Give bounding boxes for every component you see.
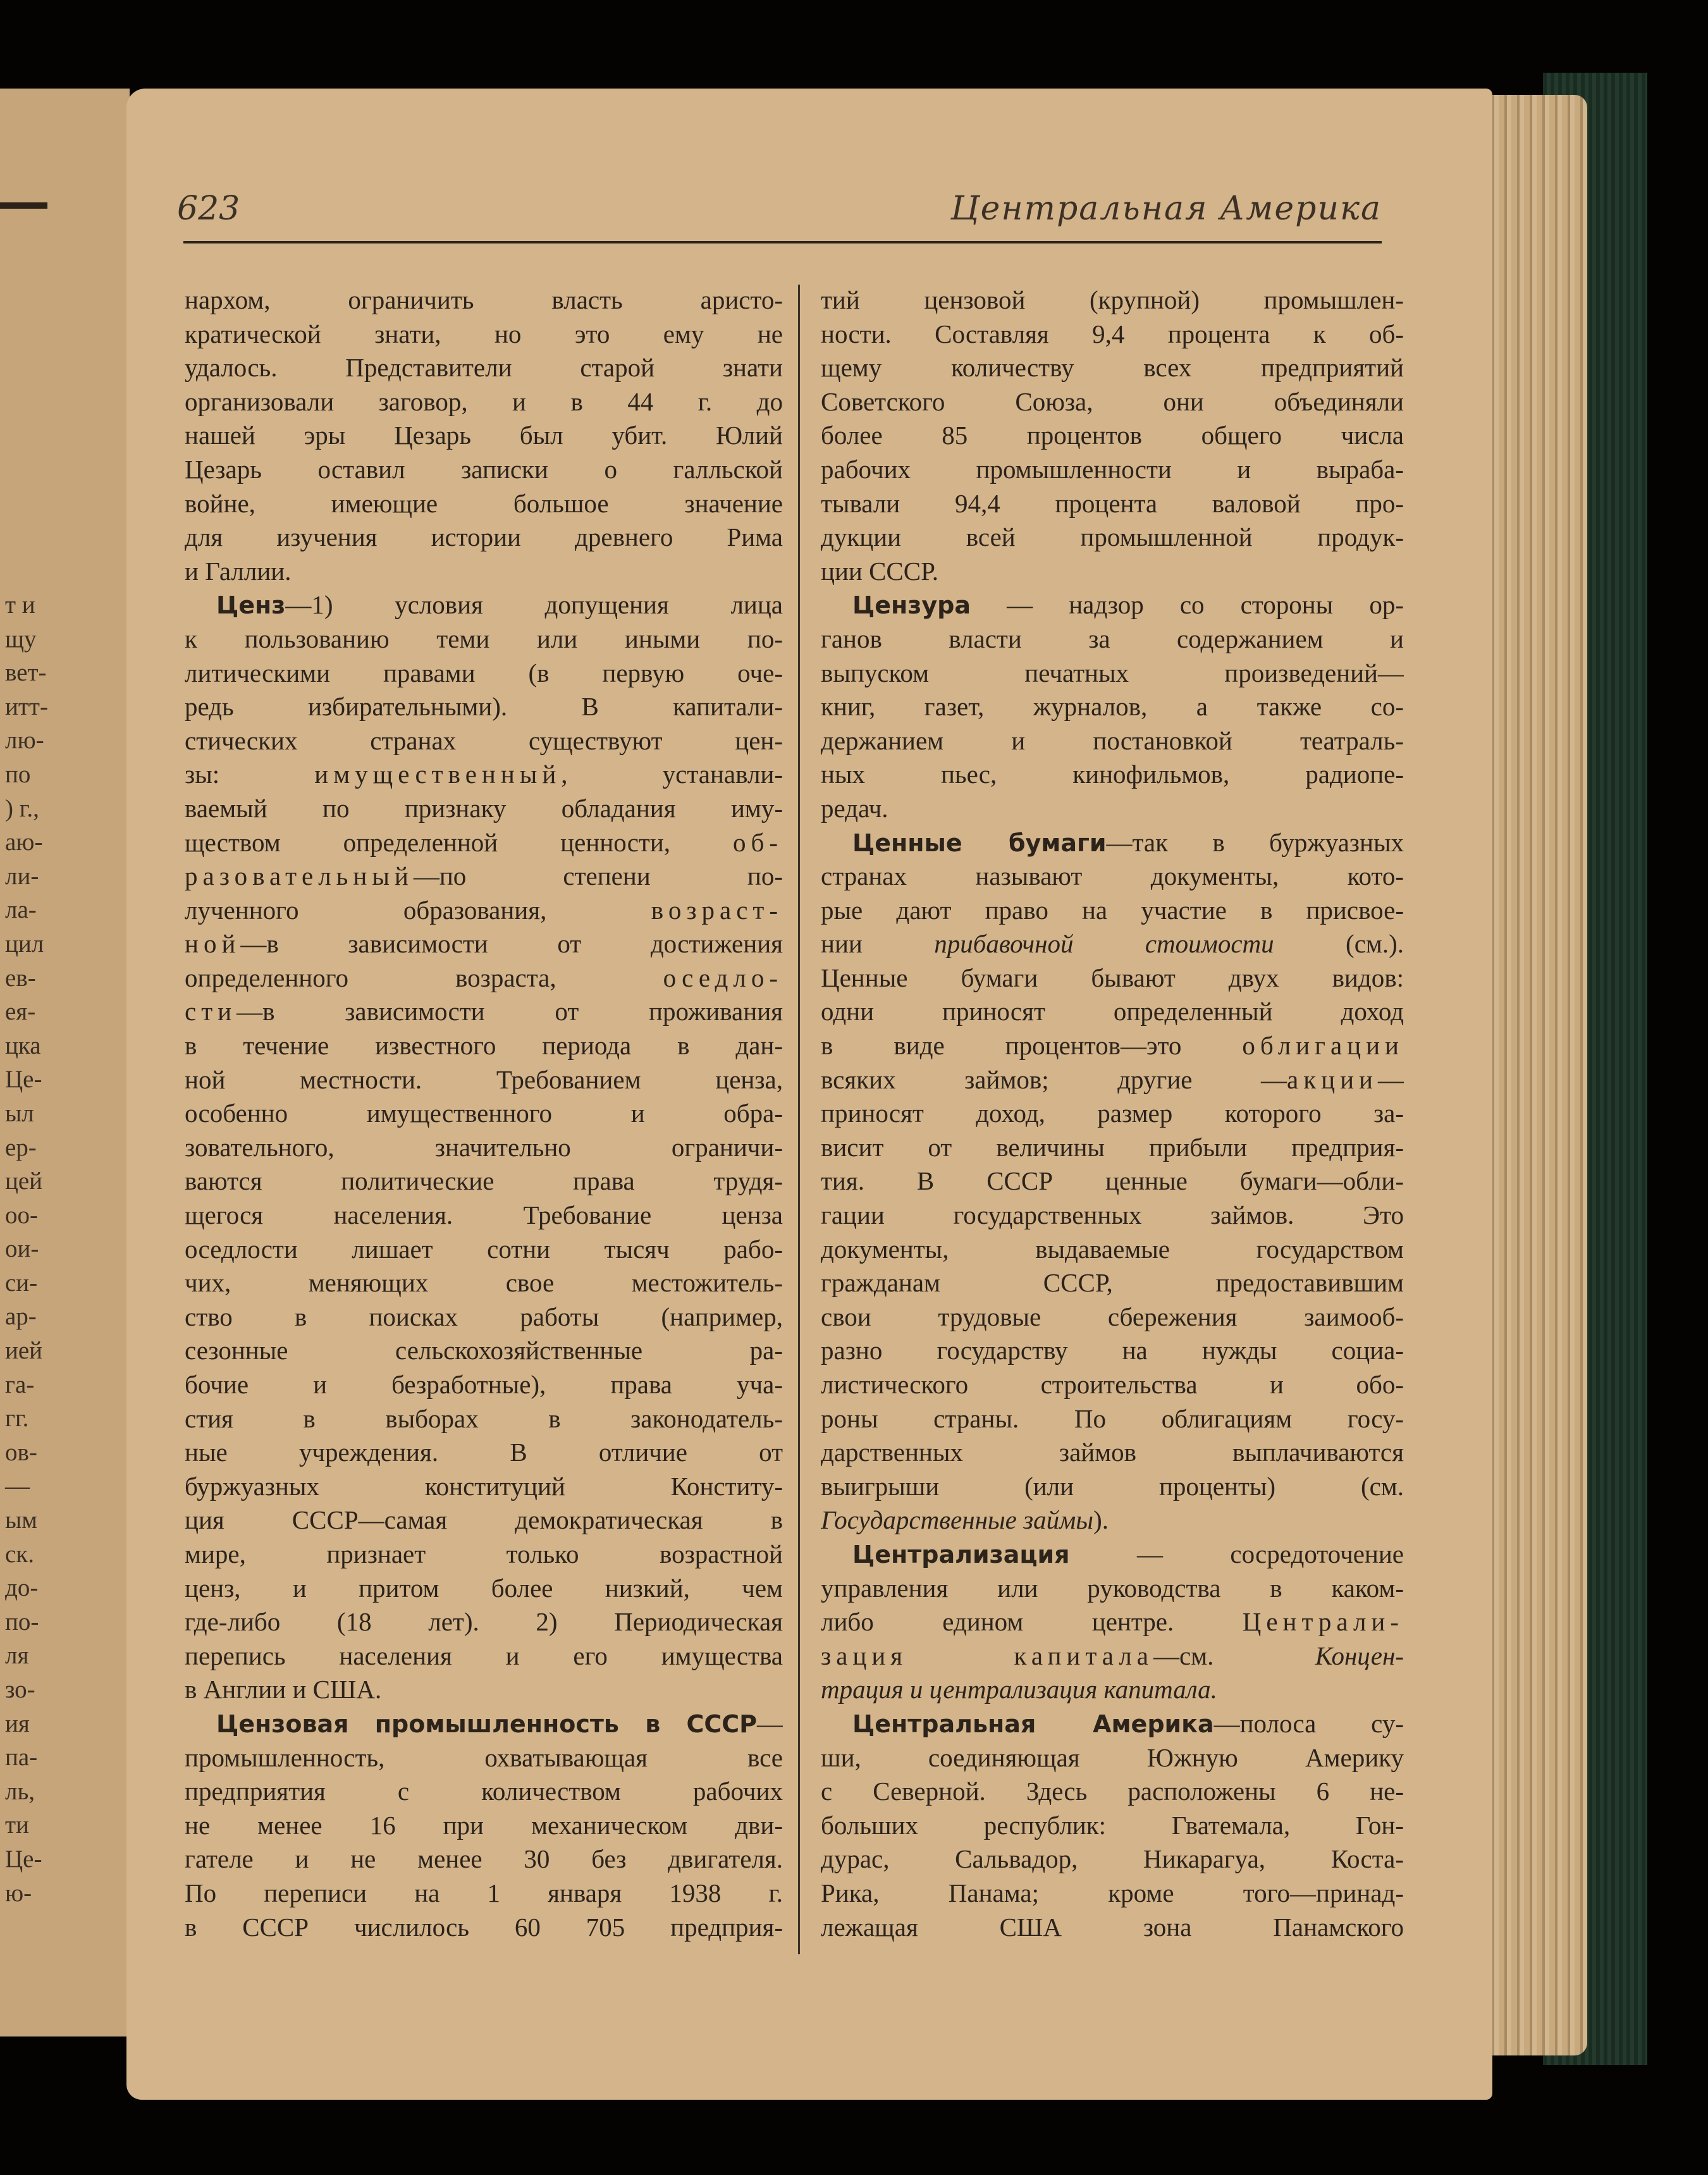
- fragment-line: цка: [5, 1032, 41, 1059]
- text-line: особенно имущественного и обра-: [185, 1099, 783, 1128]
- text-line: [821, 1029, 1404, 1063]
- entry-term: Центральная Америка: [852, 1710, 1214, 1738]
- text-line: дурас, Сальвадор, Никарагуа, Коста-: [821, 1844, 1404, 1874]
- fragment-line: итт-: [5, 693, 48, 720]
- spaced-term: разовательный: [185, 861, 414, 891]
- text-line: [185, 927, 783, 961]
- fragment-line: ла-: [5, 896, 37, 924]
- text-line: ство в поисках работы (например,: [185, 1302, 783, 1331]
- cross-reference-line: трация и централизация капитала.: [821, 1675, 1217, 1704]
- text-line: чих, меняющих свое местожитель-: [185, 1268, 783, 1298]
- fragment-line: гг.: [5, 1405, 29, 1433]
- page-header: [177, 177, 1382, 247]
- text-line: больших республик: Гватемала, Гон-: [821, 1810, 1404, 1840]
- fragment-line: ) г.,: [5, 794, 39, 822]
- text-line: ности. Составляя 9,4 процента к об-: [821, 319, 1404, 348]
- fragment-line: ар-: [5, 1303, 37, 1331]
- text-line: документы, выдаваемые государством: [821, 1234, 1404, 1264]
- text-line: в течение известного периода в дан-: [185, 1031, 783, 1061]
- text-line: [821, 1503, 1404, 1537]
- fragment-line: —: [5, 1472, 30, 1500]
- cross-reference: прибавочной стоимости: [934, 929, 1274, 959]
- text-run: , устанавли-: [561, 760, 783, 789]
- spaced-term: акции: [1287, 1064, 1378, 1094]
- left-page-rule: [0, 202, 47, 209]
- text-line: [821, 1063, 1404, 1097]
- text-line: выигрыши (или проценты) (см.: [821, 1471, 1404, 1501]
- text-run: ).: [1093, 1505, 1109, 1535]
- text-line: ваемый по признаку обладания иму-: [185, 793, 783, 823]
- text-line: щему количеству всех предприятий: [821, 353, 1404, 383]
- text-run: — сосредоточение: [1069, 1539, 1404, 1568]
- text-run: в виде процентов—это: [821, 1031, 1243, 1061]
- text-line: редач.: [821, 793, 888, 823]
- fragment-line: ея-: [5, 998, 36, 1026]
- text-line: книг, газет, журналов, а также со-: [821, 692, 1404, 722]
- text-line: висит от величины прибыли предприя-: [821, 1132, 1404, 1162]
- text-line: рабочих промышленности и выраба-: [821, 454, 1404, 484]
- text-line: зовательного, значительно ограничи-: [185, 1132, 783, 1162]
- text-run: нии: [821, 929, 935, 959]
- text-line: не менее 16 при механическом дви-: [185, 1810, 783, 1840]
- entry-term: Ценз: [216, 591, 286, 620]
- text-line: буржуазных конституций Конститу-: [185, 1471, 783, 1501]
- column-divider: [798, 285, 800, 1954]
- entry-term: Цензура: [852, 591, 971, 620]
- fragment-line: аю-: [5, 829, 43, 856]
- text-line: тий цензовой (крупной) промышлен-: [821, 285, 1404, 314]
- entry-centralizaciya: [821, 1537, 1404, 1572]
- entry-cenzovaya-promyshlennost: [185, 1707, 783, 1741]
- fragment-line: ои-: [5, 1235, 39, 1263]
- fragment-line: ск.: [5, 1540, 35, 1568]
- text-line: держанием и постановкой театраль-: [821, 725, 1404, 755]
- text-run: —по степени по-: [413, 861, 783, 891]
- fragment-line: си-: [5, 1269, 38, 1297]
- text-column-left: [185, 283, 783, 1944]
- text-line: в СССР числилось 60 705 предприя-: [185, 1912, 783, 1942]
- text-line: гации государственных займов. Это: [821, 1200, 1404, 1230]
- text-line: [185, 758, 783, 792]
- entry-cenz: [185, 588, 783, 622]
- fragment-line: щу: [5, 625, 37, 653]
- text-line: рые дают право на участие в присвое-: [821, 895, 1404, 925]
- text-line: стических странах существуют цен-: [185, 725, 783, 755]
- text-line: [185, 860, 783, 894]
- cross-reference: Государственные займы: [821, 1505, 1094, 1535]
- text-line: для изучения истории древнего Рима: [185, 522, 783, 552]
- text-run: —: [1378, 1064, 1404, 1094]
- spaced-term: Централи-: [1242, 1607, 1404, 1637]
- text-line: управления или руководства в каком-: [821, 1573, 1404, 1603]
- fragment-line: ыл: [5, 1099, 34, 1127]
- text-line: где-либо (18 лет). 2) Периодическая: [185, 1607, 783, 1637]
- left-page: [0, 89, 130, 2036]
- text-line: гателе и не менее 30 без двигателя.: [185, 1844, 783, 1874]
- fragment-line: га-: [5, 1371, 35, 1398]
- text-line: нашей эры Цезарь был убит. Юлий: [185, 421, 783, 450]
- text-line: щегося населения. Требование ценза: [185, 1200, 783, 1230]
- text-run: ществом определенной ценности,: [185, 827, 733, 857]
- text-line: бочие и безработные), права уча-: [185, 1370, 783, 1399]
- fragment-line: ер-: [5, 1133, 37, 1161]
- text-line: [185, 894, 783, 928]
- text-line: и Галлии.: [185, 556, 292, 586]
- text-run: —в зависимости от достижения: [240, 929, 783, 959]
- text-line: ной местности. Требованием ценза,: [185, 1064, 783, 1094]
- text-line: лежащая США зона Панамского: [821, 1912, 1404, 1942]
- fragment-line: цил: [5, 930, 44, 958]
- text-line: удалось. Представители старой знати: [185, 353, 783, 383]
- spaced-term: имущественный: [314, 760, 562, 789]
- spaced-term: сти: [185, 997, 237, 1026]
- entry-cenzura: [821, 588, 1404, 622]
- fragment-line: оо-: [5, 1201, 38, 1229]
- fragment-line: по: [5, 760, 31, 788]
- text-line: [821, 1605, 1404, 1639]
- text-run: всяких займов; другие —: [821, 1064, 1287, 1094]
- text-line: более 85 процентов общего числа: [821, 421, 1404, 450]
- fragment-line: Це-: [5, 1066, 42, 1094]
- fragment-line: ля: [5, 1642, 29, 1670]
- text-line: ценз, и притом более низкий, чем: [185, 1573, 783, 1603]
- spaced-term: об-: [732, 827, 783, 857]
- fragment-line: па-: [5, 1744, 38, 1771]
- text-line: [185, 961, 783, 995]
- running-head: Центральная Америка: [950, 190, 1382, 228]
- text-line: дарственных займов выплачиваются: [821, 1438, 1404, 1467]
- fragment-line: ти: [5, 1811, 29, 1839]
- spaced-term: зация капитала: [821, 1641, 1153, 1670]
- text-line: ные учреждения. В отличие от: [185, 1438, 783, 1467]
- fragment-line: по-: [5, 1608, 39, 1636]
- text-line: [821, 927, 1404, 961]
- fragment-line: зо-: [5, 1676, 35, 1703]
- fragment-line: вет-: [5, 659, 47, 687]
- spaced-term: облигации: [1242, 1031, 1404, 1061]
- text-line: Советского Союза, они объединяли: [821, 386, 1404, 416]
- text-column-right: [821, 283, 1404, 1944]
- entry-term: Ценные бумаги: [852, 829, 1107, 857]
- text-run: зы:: [185, 760, 315, 789]
- text-line: тия. В СССР ценные бумаги—обли-: [821, 1166, 1404, 1196]
- text-line: Ценные бумаги бывают двух видов:: [821, 963, 1404, 992]
- text-line: листического строительства и обо-: [821, 1370, 1404, 1399]
- text-line: странах называют документы, кото-: [821, 861, 1404, 891]
- text-run: —полоса су-: [1213, 1708, 1404, 1738]
- text-line: оседлости лишает сотни тысяч рабо-: [185, 1234, 783, 1264]
- fragment-line: ия: [5, 1710, 30, 1737]
- fragment-line: ией: [5, 1337, 43, 1365]
- text-run: определенного возраста,: [185, 963, 663, 992]
- text-line: одни приносят определенный доход: [821, 997, 1404, 1026]
- text-line: [185, 826, 783, 860]
- fragment-line: т и: [5, 591, 35, 619]
- text-line: предприятия с количеством рабочих: [185, 1777, 783, 1806]
- text-line: ция СССР—самая демократическая в: [185, 1505, 783, 1535]
- text-line: дукции всей промышленной продук-: [821, 522, 1404, 552]
- entry-term: Централизация: [852, 1540, 1070, 1568]
- text-line: промышленность, охватывающая все: [185, 1742, 783, 1772]
- text-line: свои трудовые сбережения заимооб-: [821, 1302, 1404, 1331]
- entry-cennye-bumagi: [821, 826, 1404, 860]
- text-line: к пользованию теми или иными по-: [185, 624, 783, 653]
- text-run: —так в буржуазных: [1106, 827, 1404, 857]
- text-line: мире, признает только возрастной: [185, 1539, 783, 1568]
- text-line: гражданам СССР, предоставившим: [821, 1268, 1404, 1298]
- text-run: (см.).: [1274, 929, 1404, 959]
- fragment-line: лю-: [5, 727, 44, 755]
- text-line: ваются политические права трудя-: [185, 1166, 783, 1196]
- text-line: организовали заговор, и в 44 г. до: [185, 386, 783, 416]
- text-run: —в зависимости от проживания: [237, 997, 783, 1026]
- text-run: —1) условия допущения лица: [285, 590, 783, 620]
- text-line: войне, имеющие большое значение: [185, 488, 783, 518]
- text-line: перепись населения и его имущества: [185, 1641, 783, 1670]
- spaced-term: возраст-: [651, 895, 783, 925]
- text-line: разно государству на нужды социа-: [821, 1336, 1404, 1365]
- cross-reference: Концен-: [1315, 1641, 1404, 1670]
- fragment-line: цей: [5, 1168, 43, 1195]
- fragment-line: ым: [5, 1506, 37, 1534]
- text-line: ных пьес, кинофильмов, радиопе-: [821, 760, 1404, 789]
- text-line: [185, 995, 783, 1029]
- text-line: кратической знати, но это ему не: [185, 319, 783, 348]
- text-line: роны страны. По облигациям госу-: [821, 1403, 1404, 1433]
- text-line: По переписи на 1 января 1938 г.: [185, 1878, 783, 1907]
- text-line: редь избирательными). В капитали-: [185, 692, 783, 722]
- text-line: литическими правами (в первую оче-: [185, 658, 783, 687]
- fragment-line: ю-: [5, 1879, 32, 1907]
- fragment-line: ов-: [5, 1438, 37, 1466]
- text-line: нархом, ограничить власть аристо-: [185, 285, 783, 314]
- spaced-term: ной: [185, 929, 241, 959]
- fragment-line: ли-: [5, 862, 39, 890]
- text-run: либо едином центре.: [821, 1607, 1243, 1637]
- text-run: — надзор со стороны ор-: [970, 590, 1404, 620]
- text-run: —см.: [1153, 1641, 1315, 1670]
- fragment-line: до-: [5, 1574, 39, 1602]
- text-line: в Англии и США.: [185, 1675, 382, 1704]
- text-line: сезонные сельскохозяйственные ра-: [185, 1336, 783, 1365]
- spaced-term: оседло-: [663, 963, 783, 992]
- text-line: Рика, Панама; кроме того—принад-: [821, 1878, 1404, 1907]
- fragment-line: ев-: [5, 964, 36, 992]
- entry-term: Цензовая промышленность в СССР: [216, 1710, 757, 1738]
- text-line: тывали 94,4 процента валовой про-: [821, 488, 1404, 518]
- text-run: лученного образования,: [185, 895, 651, 925]
- text-line: с Северной. Здесь расположены 6 не-: [821, 1777, 1404, 1806]
- entry-centralnaya-amerika: [821, 1707, 1404, 1741]
- text-line: приносят доход, размер которого за-: [821, 1099, 1404, 1128]
- left-page-text-fragment: [5, 588, 122, 1910]
- text-line: ши, соединяющая Южную Америку: [821, 1742, 1404, 1772]
- text-run: —: [757, 1708, 783, 1738]
- text-line: выпуском печатных произведений—: [821, 658, 1404, 687]
- page-number: 623: [177, 190, 240, 228]
- text-line: ганов власти за содержанием и: [821, 624, 1404, 653]
- text-line: стия в выборах в законодатель-: [185, 1403, 783, 1433]
- text-line: ции СССР.: [821, 556, 939, 586]
- fragment-line: ль,: [5, 1777, 35, 1805]
- fragment-line: Це-: [5, 1845, 42, 1873]
- header-rule: [183, 241, 1382, 243]
- text-line: [821, 1639, 1404, 1673]
- text-line: Цезарь оставил записки о галльской: [185, 454, 783, 484]
